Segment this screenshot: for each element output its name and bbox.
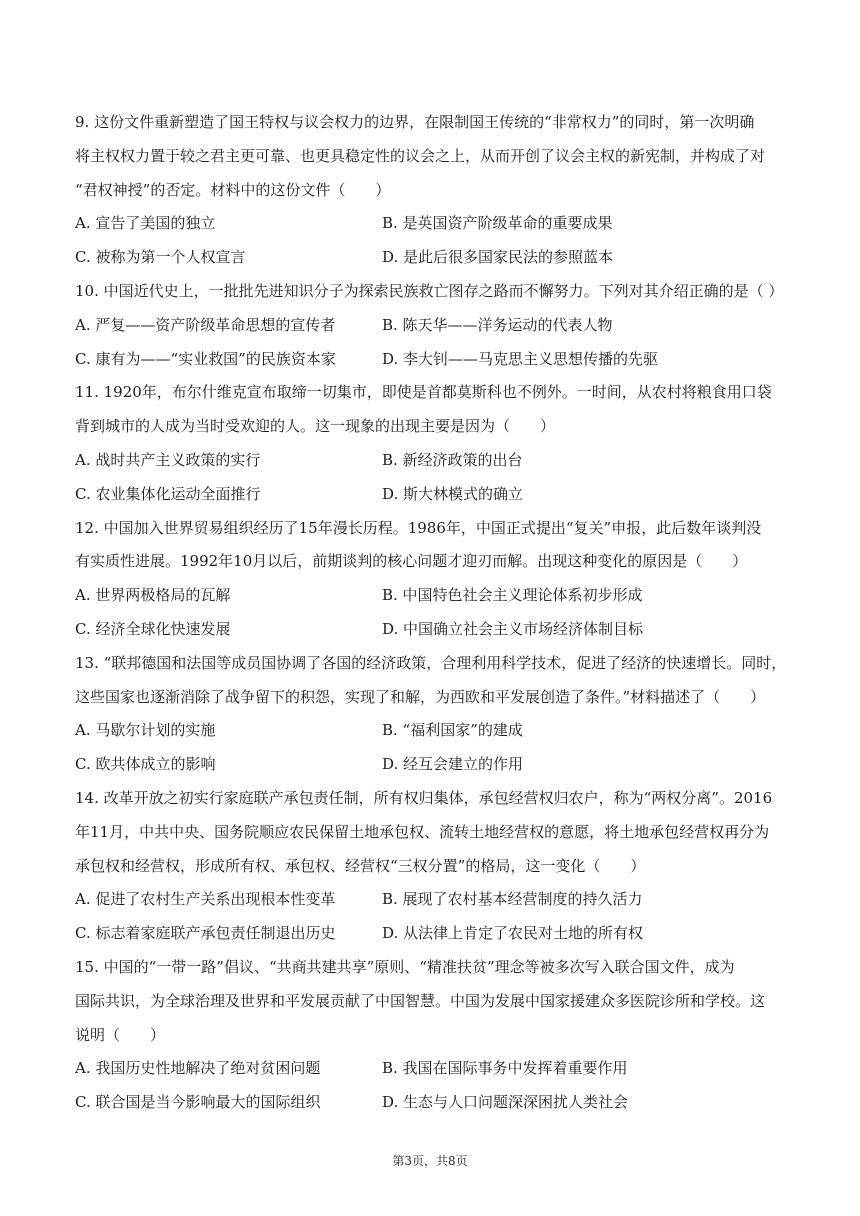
question-stem-line: 15. 中国的“一带一路”倡议、“共商共建共享”原则、“精准扶贫”理念等被多次写入联合国文件，成为 xyxy=(75,957,735,976)
page-footer: 第3页，共8页 xyxy=(392,1154,468,1168)
option-row xyxy=(75,1052,787,1086)
answer-option: A. 我国历史性地解决了绝对贫困问题 xyxy=(75,1059,321,1078)
question-block xyxy=(75,376,787,511)
answer-option: C. 被称为第一个人权宣言 xyxy=(75,248,246,267)
option-row xyxy=(75,613,787,647)
question-stem-line: 年11月，中共中央、国务院顺应农民保留土地承包权、流转土地经营权的意愿，将土地承包经营权再分为 xyxy=(75,822,770,841)
answer-option: C. 标志着家庭联产承包责任制退出历史 xyxy=(75,924,336,943)
answer-option: A. 世界两极格局的瓦解 xyxy=(75,586,231,605)
question-stem-line: 将主权权力置于较之君主更可靠、也更具稳定性的议会之上，从而开创了议会主权的新宪制，并构成了对 xyxy=(75,146,766,165)
question-block xyxy=(75,512,787,647)
option-row xyxy=(75,478,787,512)
question-block xyxy=(75,951,787,1120)
answer-option: C. 农业集体化运动全面推行 xyxy=(75,484,261,503)
option-row xyxy=(75,1086,787,1120)
answer-option: A. 战时共产主义政策的实行 xyxy=(75,450,261,469)
question-stem-line: 这些国家也逐渐消除了战争留下的积怨，实现了和解，为西欧和平发展创造了条件。”材料描述了（ ） xyxy=(75,687,766,706)
answer-option: D. 中国确立社会主义市场经济体制目标 xyxy=(382,619,644,638)
question-stem-line: 10. 中国近代史上，一批批先进知识分子为探索民族救亡图存之路而不懈努力。下列对其介绍正确的是（ ） xyxy=(75,281,784,300)
option-row xyxy=(75,309,787,343)
option-row xyxy=(75,714,787,748)
answer-option: C. 欧共体成立的影响 xyxy=(75,755,216,774)
answer-option: A. 促进了农村生产关系出现根本性变革 xyxy=(75,890,336,909)
answer-option: D. 经互会建立的作用 xyxy=(382,755,524,774)
option-row xyxy=(75,241,787,275)
option-row xyxy=(75,748,787,782)
answer-option: A. 宣告了美国的独立 xyxy=(75,214,216,233)
question-stem-line: 承包权和经营权，形成所有权、承包权、经营权“三权分置”的格局，这一变化（ ） xyxy=(75,856,646,875)
question-block xyxy=(75,106,787,275)
answer-option: A. 马歇尔计划的实施 xyxy=(75,721,216,740)
question-stem-line: 国际共识，为全球治理及世界和平发展贡献了中国智慧。中国为发展中国家援建众多医院诊所和学校。这 xyxy=(75,991,766,1010)
question-stem-line: 14. 改革开放之初实行家庭联产承包责任制，所有权归集体，承包经营权归农户，称为“两权分离”。2016 xyxy=(75,788,773,807)
question-block xyxy=(75,647,787,782)
answer-option: B. 我国在国际事务中发挥着重要作用 xyxy=(382,1059,628,1078)
answer-option: B. 展现了农村基本经营制度的持久活力 xyxy=(382,890,643,909)
answer-option: D. 从法律上肯定了农民对土地的所有权 xyxy=(382,924,644,943)
option-row xyxy=(75,579,787,613)
question-stem-line: 说明（ ） xyxy=(75,1025,166,1044)
question-block xyxy=(75,782,787,951)
question-stem-line: “君权神授”的否定。材料中的这份文件（ ） xyxy=(75,180,391,199)
answer-option: D. 斯大林模式的确立 xyxy=(382,484,524,503)
answer-option: C. 联合国是当今影响最大的国际组织 xyxy=(75,1093,321,1112)
answer-option: A. 严复——资产阶级革命思想的宣传者 xyxy=(75,315,336,334)
question-stem-line: 11. 1920年，布尔什维克宣布取缔一切集市，即使是首都莫斯科也不例外。一时间，从农村将粮食用口袋 xyxy=(75,383,772,402)
question-stem-line: 13. “联邦德国和法国等成员国协调了各国的经济政策，合理利用科学技术，促进了经济的快速增长。同时， xyxy=(75,653,787,672)
question-stem-line: 有实质性进展。1992年10月以后，前期谈判的核心问题才迎刃而解。出现这种变化的原因是（ ） xyxy=(75,552,748,571)
answer-option: B. 中国特色社会主义理论体系初步形成 xyxy=(382,586,643,605)
question-list xyxy=(75,106,787,1120)
answer-option: D. 生态与人口问题深深困扰人类社会 xyxy=(382,1093,629,1112)
question-stem-line: 背到城市的人成为当时受欢迎的人。这一现象的出现主要是因为（ ） xyxy=(75,417,556,436)
answer-option: B. 陈天华——洋务运动的代表人物 xyxy=(382,315,613,334)
option-row xyxy=(75,883,787,917)
answer-option: C. 经济全球化快速发展 xyxy=(75,619,231,638)
answer-option: B. 新经济政策的出台 xyxy=(382,450,523,469)
question-stem-line: 12. 中国加入世界贸易组织经历了15年漫长历程。1986年，中国正式提出“复关”申报，此后数年谈判没 xyxy=(75,518,762,537)
question-block xyxy=(75,275,787,376)
option-row xyxy=(75,207,787,241)
answer-option: D. 李大钊——马克思主义思想传播的先驱 xyxy=(382,349,659,368)
answer-option: D. 是此后很多国家民法的参照蓝本 xyxy=(382,248,614,267)
question-stem-line: 9. 这份文件重新塑造了国王特权与议会权力的边界，在限制国王传统的“非常权力”的同时，第一次明确 xyxy=(75,113,755,131)
answer-option: C. 康有为——“实业救国”的民族资本家 xyxy=(75,349,336,368)
answer-option: B. 是英国资产阶级革命的重要成果 xyxy=(382,214,613,233)
option-row xyxy=(75,444,787,478)
option-row xyxy=(75,917,787,951)
answer-option: B. “福利国家”的建成 xyxy=(382,721,523,740)
option-row xyxy=(75,343,787,377)
